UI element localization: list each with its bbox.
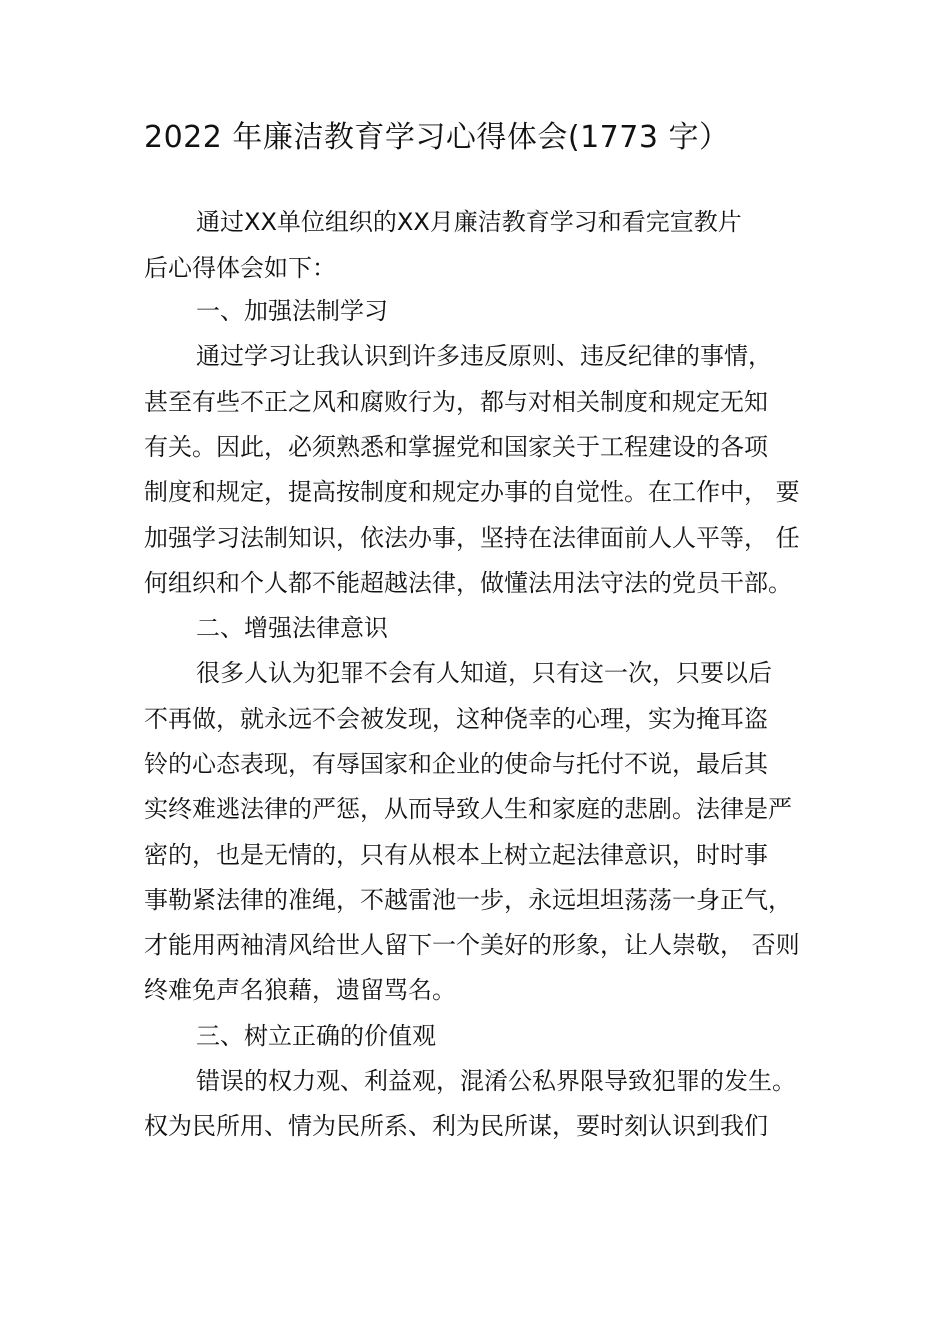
document-title: 2022 年廉洁教育学习心得体会(1773 字） — [144, 120, 730, 155]
paragraph-line: 有关。因此，必须熟悉和掌握党和国家关于工程建设的各项 — [144, 433, 768, 461]
section-heading-3: 三、树立正确的价值观 — [196, 1022, 436, 1050]
paragraph-line: 甚至有些不正之风和腐败行为，都与对相关制度和规定无知 — [144, 388, 768, 416]
paragraph-line: 加强学习法制知识，依法办事，坚持在法律面前人人平等， 任 — [144, 524, 800, 552]
paragraph-line: 很多人认为犯罪不会有人知道，只有这一次，只要以后 — [196, 659, 772, 687]
paragraph-line: 何组织和个人都不能超越法律，做懂法用法守法的党员干部。 — [144, 569, 792, 597]
paragraph-line: 不再做，就永远不会被发现，这种侥幸的心理，实为掩耳盗 — [144, 705, 768, 733]
paragraph-line: 权为民所用、情为民所系、利为民所谋，要时刻认识到我们 — [144, 1112, 768, 1140]
section-heading-2: 二、增强法律意识 — [196, 614, 388, 642]
intro-line-1: 通过XX单位组织的XX月廉洁教育学习和看完宣教片 — [196, 208, 742, 236]
paragraph-line: 铃的心态表现，有辱国家和企业的使命与托付不说，最后其 — [144, 750, 768, 778]
paragraph-line: 通过学习让我认识到许多违反原则、违反纪律的事情， — [196, 342, 772, 370]
paragraph-line: 终难免声名狼藉，遗留骂名。 — [144, 976, 456, 1004]
paragraph-line: 制度和规定，提高按制度和规定办事的自觉性。在工作中， 要 — [144, 478, 800, 506]
paragraph-line: 实终难逃法律的严惩，从而导致人生和家庭的悲剧。法律是严 — [144, 795, 792, 823]
paragraph-line: 事勒紧法律的准绳，不越雷池一步，永远坦坦荡荡一身正气， — [144, 886, 792, 914]
paragraph-line: 密的，也是无情的，只有从根本上树立起法律意识，时时事 — [144, 841, 768, 869]
section-heading-1: 一、加强法制学习 — [196, 297, 388, 325]
paragraph-line: 错误的权力观、利益观，混淆公私界限导致犯罪的发生。 — [196, 1067, 796, 1095]
paragraph-line: 才能用两袖清风给世人留下一个美好的形象，让人崇敬， 否则 — [144, 931, 800, 959]
intro-line-2: 后心得体会如下： — [144, 254, 336, 282]
